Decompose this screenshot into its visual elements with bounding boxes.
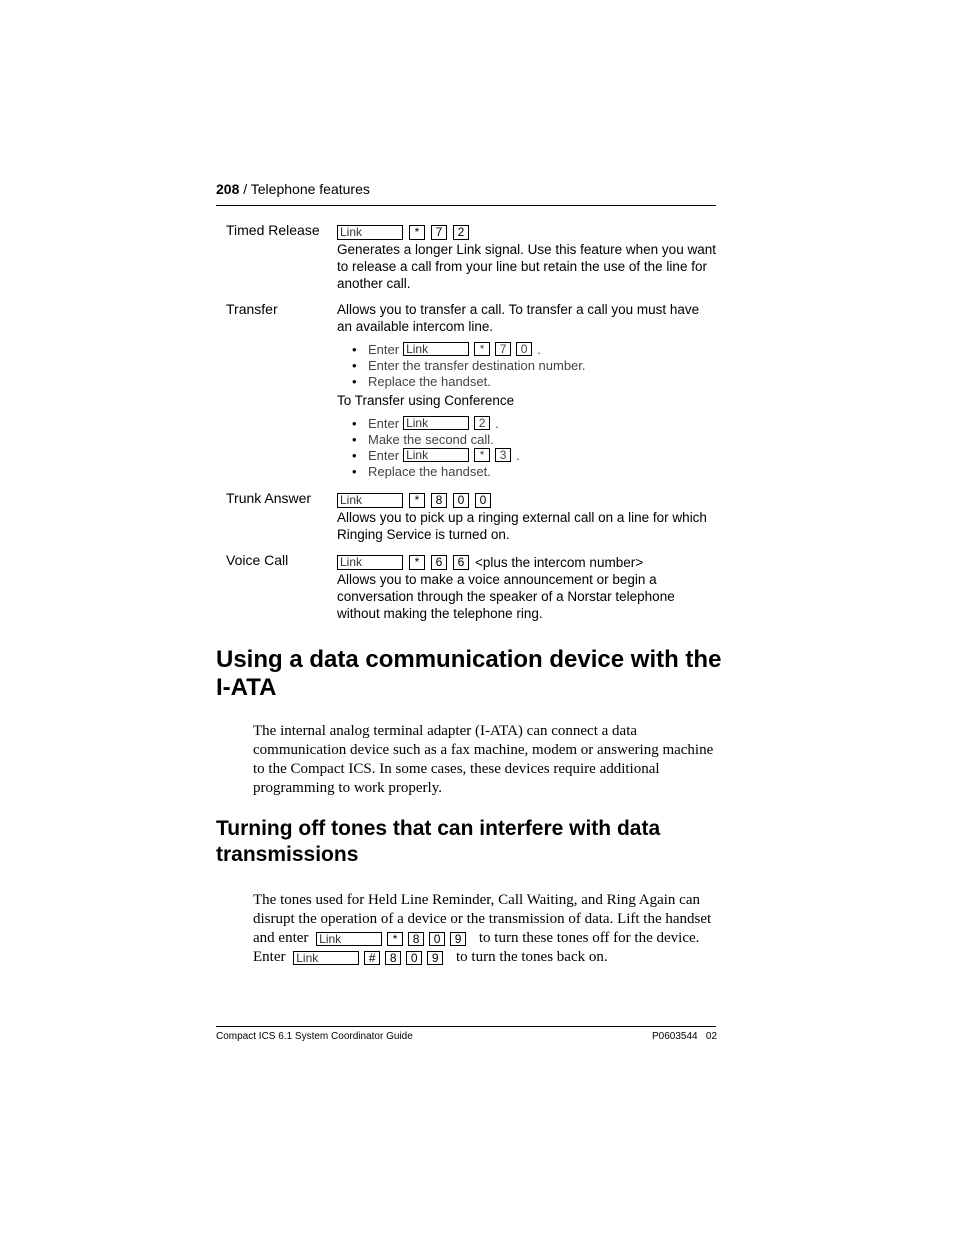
key-0: 0 [406, 951, 422, 965]
desc-trunk-answer: Allows you to pick up a ringing external call on a line for which Ringing Service is turned on. [337, 510, 707, 542]
key-0: 0 [516, 342, 532, 356]
key-star: * [409, 493, 425, 508]
list-item: • Make the second call. [352, 431, 494, 447]
running-header [216, 181, 370, 197]
footer-title: Compact ICS 6.1 System Coordinator Guide [216, 1031, 413, 1042]
key-6: 6 [453, 555, 469, 570]
paragraph-iata: The internal analog terminal adapter (I-ATA) can connect a data communication device such as a fax machine, modem or answering machine to the Compact ICS. In some cases, these devices require additional programming to work properly. [253, 723, 714, 796]
key-link: Link [316, 932, 382, 946]
key-9: 9 [427, 951, 443, 965]
bullet-icon: • [352, 341, 357, 357]
bullet-icon: • [352, 463, 357, 479]
footer-rule [216, 1026, 716, 1027]
key-8: 8 [385, 951, 401, 965]
key-star: * [409, 555, 425, 570]
list-item: • Replace the handset. [352, 463, 491, 479]
page-number: 208 [216, 181, 240, 197]
desc-voice-call: Allows you to make a voice announcement or begin a conversation through the speaker of a Norstar telephone without making the telephone ring. [337, 572, 675, 621]
key-0: 0 [475, 493, 491, 508]
key-star: * [387, 932, 403, 946]
key-8: 8 [431, 493, 447, 508]
keys-trunk-answer [337, 491, 497, 509]
key-9: 9 [450, 932, 466, 946]
key-link: Link [337, 555, 403, 570]
bullet-icon: • [352, 431, 357, 447]
bullet-icon: • [352, 447, 357, 463]
list-item: • Enter the transfer destination number. [352, 357, 586, 373]
bullet-icon: • [352, 373, 357, 389]
footer-doc-number: P0603544 02 [652, 1031, 718, 1042]
key-2: 2 [474, 416, 490, 430]
key-link: Link [293, 951, 359, 965]
section-heading-iata: Using a data communication device with the I-ATA [216, 646, 722, 701]
paragraph-tones: The tones used for Held Line Reminder, Call Waiting, and Ring Again can disrupt the operation of a device or the transmission of data. Lift the handset and enter Link * 8 0 9 to turn these tones off for the device. Enter Link # 8 0 9 to turn the tones back on. [253, 892, 712, 965]
key-star: * [409, 225, 425, 240]
keys-voice-call [337, 553, 643, 571]
key-7: 7 [495, 342, 511, 356]
term-timed-release: Timed Release [226, 222, 320, 238]
voice-call-suffix: <plus the intercom number> [475, 554, 644, 570]
list-item: • Enter Link 2 . [352, 415, 499, 431]
header-rule [216, 205, 716, 206]
key-6: 6 [431, 555, 447, 570]
desc-timed-release: Generates a longer Link signal. Use this feature when you want to release a call from your line but retain the use of the line for another call. [337, 242, 716, 291]
key-8: 8 [408, 932, 424, 946]
list-item: • Enter Link * 7 0 . [352, 341, 541, 357]
key-link: Link [403, 448, 469, 462]
list-item: • Enter Link * 3 . [352, 447, 520, 463]
header-section: / Telephone features [239, 181, 370, 197]
key-hash: # [364, 951, 380, 965]
section-heading-tones: Turning off tones that can interfere with data transmissions [216, 817, 661, 866]
key-0: 0 [453, 493, 469, 508]
term-trunk-answer: Trunk Answer [226, 490, 312, 506]
keys-tones-off [316, 932, 471, 946]
subheading-conference: To Transfer using Conference [337, 393, 515, 408]
key-link: Link [337, 225, 403, 240]
keys-tones-on [293, 951, 448, 965]
key-3: 3 [495, 448, 511, 462]
key-link: Link [403, 416, 469, 430]
bullet-icon: • [352, 415, 357, 431]
term-voice-call: Voice Call [226, 552, 289, 568]
key-2: 2 [453, 225, 469, 240]
key-0: 0 [429, 932, 445, 946]
key-link: Link [337, 493, 403, 508]
key-link: Link [403, 342, 469, 356]
list-item: • Replace the handset. [352, 373, 491, 389]
key-star: * [474, 342, 490, 356]
term-transfer: Transfer [226, 301, 278, 317]
bullet-icon: • [352, 357, 357, 373]
key-7: 7 [431, 225, 447, 240]
keys-timed-release [337, 223, 475, 241]
desc-transfer: Allows you to transfer a call. To transfer a call you must have an available intercom line. [337, 302, 700, 334]
key-star: * [474, 448, 490, 462]
